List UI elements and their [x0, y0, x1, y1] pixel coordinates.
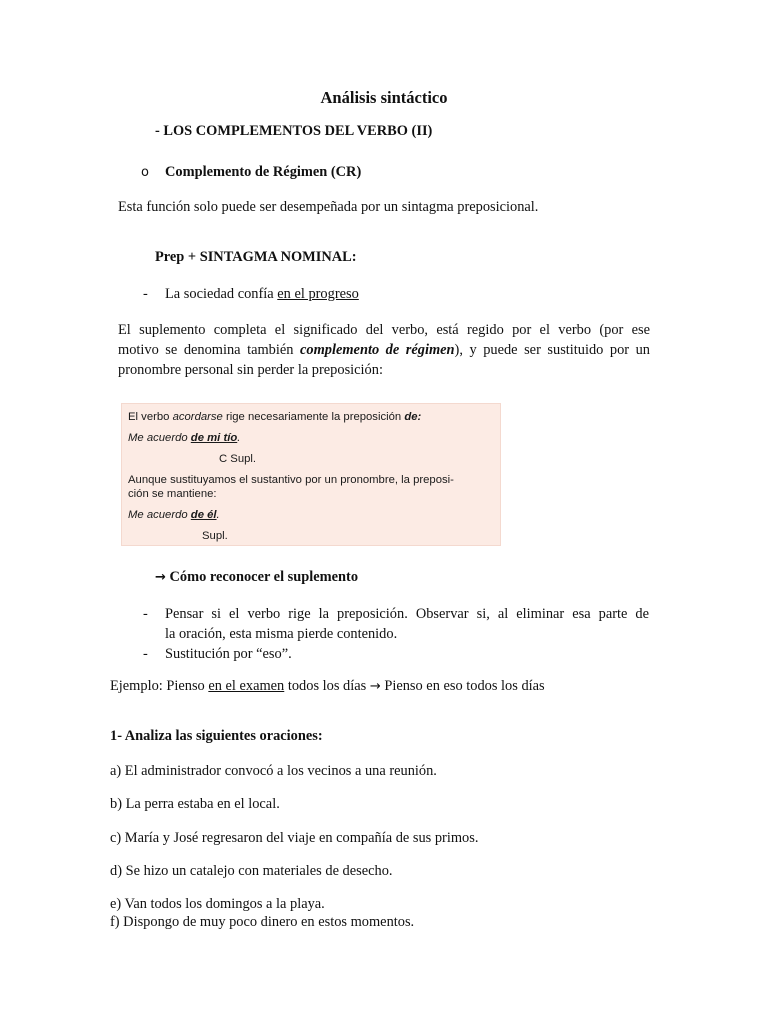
box-l2-a: Me acuerdo: [128, 432, 191, 444]
exercise-item: e) Van todos los domingos a la playa.: [110, 896, 325, 912]
box-line-3: C Supl.: [219, 453, 257, 465]
recognize-label: Cómo reconocer el suplemento: [169, 569, 359, 585]
box-l2-b: .: [237, 432, 241, 444]
tip-one-line-1: Pensar si el verbo rige la preposición. Observar si, al eliminar esa parte de: [165, 606, 649, 622]
circle-bullet-icon: o: [141, 165, 149, 180]
tip-two-text: Sustitución por “eso”.: [165, 646, 292, 662]
box-l6-underlined: de él: [190, 509, 217, 521]
example-two-c: Pienso en eso todos los días: [380, 678, 545, 694]
paragraph-line-1: El suplemento completa el significado del verbo, está regido por el verbo (por ese: [118, 322, 650, 338]
box-l1-b: rige necesariamente la preposición: [222, 411, 405, 423]
example-one: [143, 285, 359, 303]
exercise-item: a) El administrador convocó a los vecinos a una reunión.: [110, 763, 437, 779]
arrow-right-icon: →: [369, 679, 381, 694]
box-l6-a: Me acuerdo: [128, 509, 191, 521]
intro-text: Esta función solo puede ser desempeñada por un sintagma preposicional.: [118, 199, 539, 215]
dash-bullet: -: [143, 286, 148, 302]
box-line-7: Supl.: [202, 530, 228, 542]
recognize-heading: [155, 568, 358, 587]
example-one-underlined: en el progreso: [277, 286, 359, 302]
example-two-underlined: en el examen: [208, 678, 285, 694]
box-l1-em: acordarse: [172, 411, 223, 423]
arrow-right-icon: →: [155, 570, 166, 585]
box-line-1: [128, 410, 421, 424]
box-line-5: ción se mantiene:: [128, 488, 217, 500]
paragraph-line-3: pronombre personal sin perder la preposición:: [118, 362, 383, 378]
exercise-item: b) La perra estaba en el local.: [110, 796, 280, 812]
box-l1-a: El verbo: [128, 411, 173, 423]
exercise-item: d) Se hizo un catalejo con materiales de desecho.: [110, 863, 393, 879]
paragraph-line-2: [118, 341, 650, 359]
page-title: Análisis sintáctico: [320, 88, 448, 107]
tip-one-dash: -: [143, 606, 148, 622]
exercise-item: f) Dispongo de muy poco dinero en estos momentos.: [110, 914, 415, 930]
subsection-heading: [141, 163, 362, 182]
box-l2-underlined: de mi tío: [190, 432, 238, 444]
structure-label: Prep + SINTAGMA NOMINAL:: [155, 249, 357, 265]
paragraph-line-2-before: motivo se denomina también: [118, 342, 300, 358]
box-line-2: [128, 431, 240, 445]
exercise-item: c) María y José regresaron del viaje en compañía de sus primos.: [110, 830, 479, 846]
section-heading: - LOS COMPLEMENTOS DEL VERBO (II): [155, 123, 433, 139]
tip-one-line-2: la oración, esta misma pierde contenido.: [165, 626, 398, 642]
tip-two-dash: -: [143, 646, 148, 662]
subsection-label: Complemento de Régimen (CR): [165, 164, 362, 180]
example-two-b: todos los días: [284, 678, 370, 694]
box-line-6: [128, 508, 220, 522]
example-two: [110, 677, 545, 696]
example-one-before: La sociedad confía: [165, 286, 278, 302]
exercise-heading: 1- Analiza las siguientes oraciones:: [110, 728, 323, 744]
example-box: [121, 403, 501, 546]
box-l1-strong: de:: [404, 411, 422, 423]
example-two-a: Ejemplo: Pienso: [110, 678, 209, 694]
paragraph-line-2-after: ), y puede ser sustituido por un: [454, 342, 650, 358]
box-l6-b: .: [216, 509, 220, 521]
box-line-4: Aunque sustituyamos el sustantivo por un pronombre, la preposi-: [128, 474, 454, 486]
paragraph-emphasis: complemento de régimen: [300, 342, 455, 358]
example-one-text: [165, 285, 359, 303]
